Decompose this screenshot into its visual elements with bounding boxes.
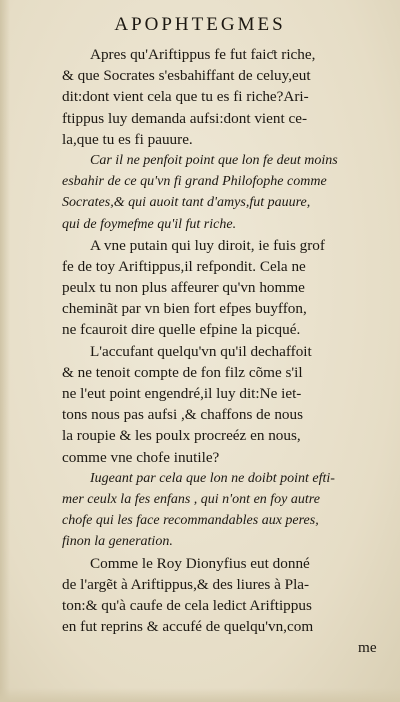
text-line: comme vne chofe inutile? <box>62 448 220 466</box>
text-line: cheminãt par vn bien fort efpes buyffon, <box>62 300 307 318</box>
text-line: Comme le Roy Dionyfius eut donné <box>90 554 310 572</box>
text-line: Apres qu'Ariftippus fe fut faiƈt riche, <box>90 46 316 63</box>
commentary-line: Car il ne penfoit point que lon fe deut moins <box>90 152 338 168</box>
text-line: ne l'eut point engendré,il luy dit:Ne iet- <box>62 385 302 402</box>
text-line: dit:dont vient cela que tu es fi riche?Ari- <box>62 88 309 106</box>
commentary-line: Iugeant par cela que lon ne doibt point efti- <box>90 470 335 486</box>
page-edge-shadow <box>0 0 10 702</box>
text-block <box>62 44 392 658</box>
text-line: fe de toy Ariftippus,il refpondit. Cela ne <box>62 257 306 275</box>
text-line: me <box>358 639 377 657</box>
commentary-line: chofe qui les face recommandables aux peres, <box>62 513 319 529</box>
text-line: tons nous pas aufsi ,& chaffons de nous <box>62 406 304 424</box>
commentary-line: finon la generation. <box>62 534 173 550</box>
text-line: peulx tu non plus affeurer qu'vn homme <box>62 279 305 297</box>
page-bottom-shadow <box>0 688 400 702</box>
text-line: en fut reprins & accufé de quelqu'vn,com <box>62 618 314 636</box>
text-line: & que Socrates s'esbahiffant de celuy,eut <box>62 67 311 85</box>
text-line: ton:& qu'à caufe de cela ledict Ariftippus <box>62 596 312 614</box>
commentary-line: Socrates,& qui auoit tant d'amys,fut pauure, <box>62 195 311 211</box>
commentary-line: mer ceulx la fes enfans , qui n'ont en foy autre <box>62 491 320 507</box>
text-line: de l'argẽt à Ariftippus,& des liures à Pla- <box>62 575 310 593</box>
text-line: & ne tenoit compte de fon filz cõme s'il <box>62 363 303 381</box>
commentary-line: qui de foymefme qu'il fut riche. <box>62 216 237 232</box>
commentary-line: esbahir de ce qu'vn fi grand Philofophe comme <box>62 174 327 190</box>
text-line: ftippus luy demanda aufsi:dont vient ce- <box>62 109 308 127</box>
text-line: L'accufant quelqu'vn qu'il dechaffoit <box>90 342 312 360</box>
text-line: la roupie & les poulx procreéz en nous, <box>62 427 301 445</box>
running-title: APOPHTEGMES <box>114 14 286 35</box>
text-line: ne fcauroit dire quelle efpine la picqué. <box>62 321 301 339</box>
text-line: A vne putain qui luy diroit, ie fuis grof <box>90 236 325 254</box>
text-line: la,que tu es fi pauure. <box>62 130 193 148</box>
